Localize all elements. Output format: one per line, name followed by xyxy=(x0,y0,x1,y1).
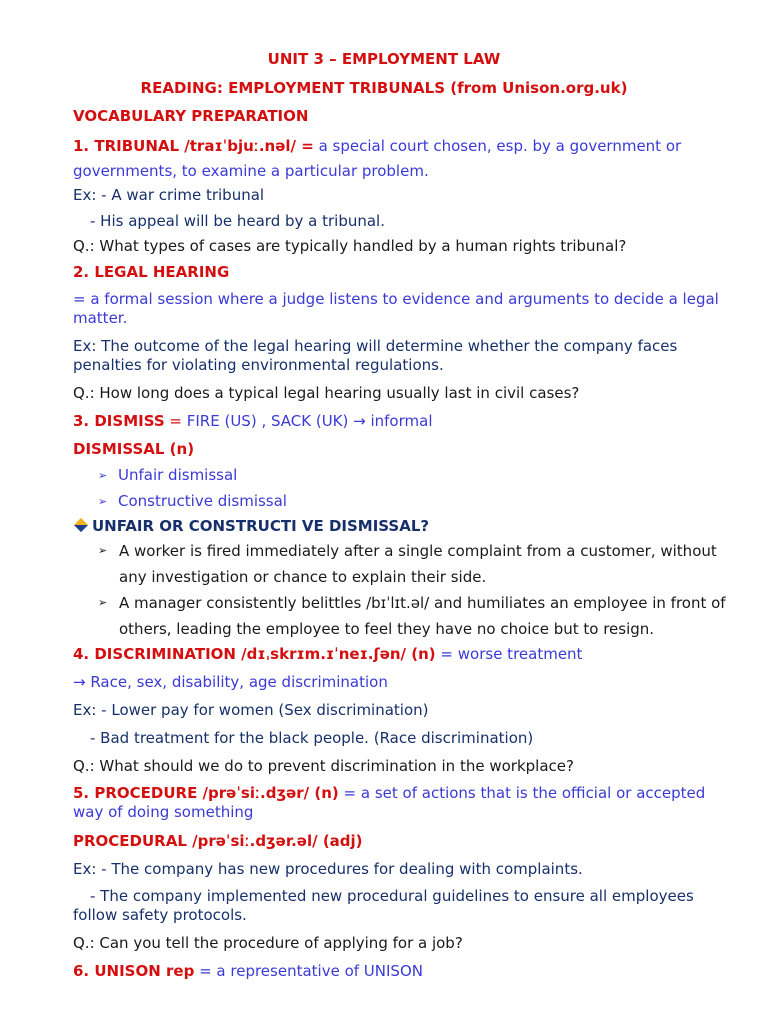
dismiss-entry xyxy=(73,411,732,431)
hearing-example: Ex: The outcome of the legal hearing will determine whether the company faces penalties for violating environmental regulations. xyxy=(73,337,678,374)
arrowhead-bullet-icon: ➢ xyxy=(98,469,108,482)
unison-definition: = a representative of UNISON xyxy=(194,962,423,980)
dismissal-noun: DISMISSAL (n) xyxy=(73,440,195,458)
procedure-definition: = a set of actions that is the official or accepted way of doing something xyxy=(73,784,706,821)
arrowhead-bullet-icon: ➢ xyxy=(98,544,108,557)
tribunal-question: Q.: What types of cases are typically handled by a human rights tribunal? xyxy=(73,237,627,255)
dismissal-question-text: UNFAIR OR CONSTRUCTI VE DISMISSAL? xyxy=(92,517,430,535)
scenario-text: A worker is fired immediately after a single complaint from a customer, without any investigation or chance to explain their side. xyxy=(119,542,717,586)
dismissal-type-label: Unfair dismissal xyxy=(118,466,238,484)
scenario-text: A manager consistently belittles /bɪˈlɪt.əl/ and humiliates an employee in front of others, leading the employee to feel they have no choice but to resign. xyxy=(119,594,726,638)
discrimination-example-2: - Bad treatment for the black people. (Race discrimination) xyxy=(90,729,534,747)
arrowhead-bullet-icon: ➢ xyxy=(98,596,108,609)
procedure-example-1: Ex: - The company has new procedures for dealing with complaints. xyxy=(73,860,583,878)
discrimination-kinds: → Race, sex, disability, age discrimination xyxy=(73,673,388,691)
diamond-bullet-icon xyxy=(74,518,88,532)
discrimination-example-1: Ex: - Lower pay for women (Sex discrimination) xyxy=(73,701,429,719)
dismissal-type-item xyxy=(98,465,237,486)
vocab-heading: VOCABULARY PREPARATION xyxy=(73,107,309,125)
discrimination-question: Q.: What should we do to prevent discrimination in the workplace? xyxy=(73,757,574,775)
dismissal-type-label: Constructive dismissal xyxy=(118,492,287,510)
arrowhead-bullet-icon: ➢ xyxy=(98,495,108,508)
dismiss-definition: FIRE (US) , SACK (UK) → informal xyxy=(186,412,433,430)
dismissal-type-item xyxy=(98,491,287,512)
hearing-term: 2. LEGAL HEARING xyxy=(73,263,230,281)
procedure-example-2: - The company implemented new procedural guidelines to ensure all employees follow safety protocols. xyxy=(73,887,694,924)
procedural-adjective: PROCEDURAL /prəˈsiː.dʒər.əl/ (adj) xyxy=(73,832,363,850)
procedure-term: 5. PROCEDURE /prəˈsiː.dʒər/ (n) xyxy=(73,784,339,802)
unit-title: UNIT 3 – EMPLOYMENT LAW xyxy=(267,50,501,68)
reading-title: READING: EMPLOYMENT TRIBUNALS (from Unison.org.uk) xyxy=(140,79,628,97)
tribunal-definition: a special court chosen, esp. by a government or governments, to examine a particular problem. xyxy=(73,137,682,180)
hearing-definition: = a formal session where a judge listens to evidence and arguments to decide a legal matter. xyxy=(73,290,719,327)
dismiss-term: 3. DISMISS xyxy=(73,412,165,430)
discrimination-definition: = worse treatment xyxy=(435,645,583,663)
scenario-item xyxy=(98,590,732,642)
procedure-entry xyxy=(73,784,732,822)
tribunal-term: 1. TRIBUNAL /traɪˈbjuː.nəl/ = xyxy=(73,137,314,155)
discrimination-term: 4. DISCRIMINATION /dɪˌskrɪm.ɪˈneɪ.ʃən/ (n) xyxy=(73,645,436,663)
unison-entry xyxy=(73,961,732,981)
tribunal-example-2: - His appeal will be heard by a tribunal. xyxy=(90,212,385,230)
unison-term: 6. UNISON rep xyxy=(73,962,195,980)
discrimination-entry xyxy=(73,644,732,664)
scenario-item xyxy=(98,538,732,590)
dismiss-equals: = xyxy=(164,412,187,430)
tribunal-example-1: Ex: - A war crime tribunal xyxy=(73,186,265,204)
hearing-question: Q.: How long does a typical legal hearing usually last in civil cases? xyxy=(73,384,580,402)
tribunal-entry xyxy=(73,134,732,184)
dismissal-question-heading xyxy=(73,516,732,536)
procedure-question: Q.: Can you tell the procedure of applying for a job? xyxy=(73,934,463,952)
